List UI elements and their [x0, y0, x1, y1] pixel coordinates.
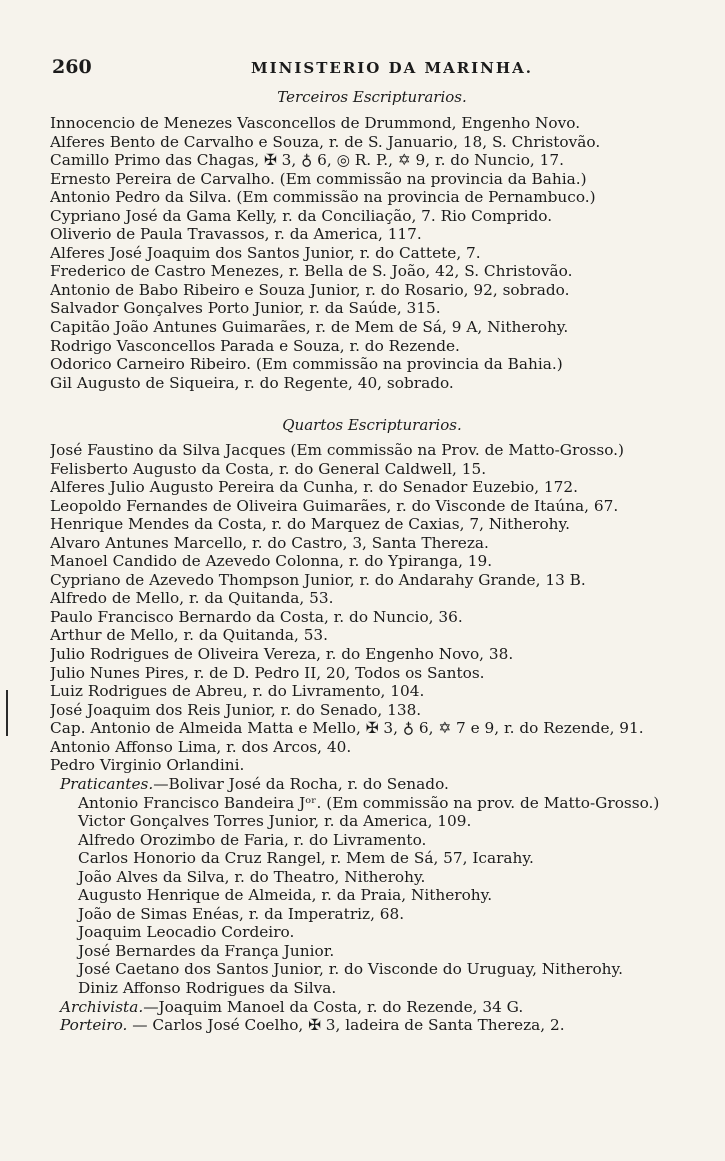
- list-item: Alferes Julio Augusto Pereira da Cunha, r. do Senador Euzebio, 172.: [50, 478, 578, 497]
- list-item: Manoel Candido de Azevedo Colonna, r. do Ypiranga, 19.: [50, 552, 493, 571]
- list-item: Alfredo Orozimbo de Faria, r. do Livramento.: [78, 830, 427, 849]
- list-item: Felisberto Augusto da Costa, r. do General Caldwell, 15.: [50, 459, 487, 478]
- list-item: José Faustino da Silva Jacques (Em commissão na Prov. de Matto-Grosso.): [50, 441, 625, 459]
- list-item: João Alves da Silva, r. do Theatro, Nitherohy.: [78, 867, 426, 886]
- list-item: Cypriano José da Gama Kelly, r. da Conciliação, 7. Rio Comprido.: [50, 206, 553, 225]
- list-item: Capitão João Antunes Guimarães, r. de Mem de Sá, 9 A, Nitherohy.: [50, 318, 569, 337]
- list-item: Joaquim Leocadio Cordeiro.: [78, 923, 295, 942]
- list-item: Paulo Francisco Bernardo da Costa, r. do Nuncio, 36.: [50, 607, 463, 626]
- list-item: Gil Augusto de Siqueira, r. do Regente, 40, sobrado.: [50, 373, 454, 392]
- list-item: Alvaro Antunes Marcello, r. do Castro, 3, Santa Thereza.: [50, 533, 489, 552]
- page-header: [52, 56, 692, 84]
- praticantes-label: Praticantes.: [60, 775, 154, 793]
- list-item: Antonio Affonso Lima, r. dos Arcos, 40.: [50, 737, 352, 756]
- archivista-entry: —Joaquim Manoel da Costa, r. do Rezende, 34 G.: [143, 997, 524, 1016]
- praticantes-first-entry: —Bolivar José da Rocha, r. do Senado.: [153, 775, 449, 793]
- porteiro-line: [50, 1016, 700, 1035]
- list-item: Julio Nunes Pires, r. de D. Pedro II, 20, Todos os Santos.: [50, 663, 485, 682]
- section-title-terceiros: Terceiros Escripturarios.: [277, 88, 467, 106]
- list-item: José Caetano dos Santos Junior, r. do Visconde do Uruguay, Nitherohy.: [78, 960, 623, 979]
- margin-mark: [6, 690, 8, 736]
- list-item: Rodrigo Vasconcellos Parada e Souza, r. do Rezende.: [50, 336, 460, 355]
- list-item: Carlos Honorio da Cruz Rangel, r. Mem de Sá, 57, Icarahy.: [78, 849, 534, 868]
- praticantes-block: [50, 775, 700, 1035]
- list-item: Alferes Bento de Carvalho e Souza, r. de S. Januario, 18, S. Christovão.: [50, 132, 601, 151]
- archivista-line: [50, 998, 700, 1017]
- terceiros-list: [50, 114, 700, 392]
- list-item: Salvador Gonçalves Porto Junior, r. da Saúde, 315.: [50, 299, 441, 318]
- praticantes-list: [50, 794, 700, 998]
- list-item: Innocencio de Menezes Vasconcellos de Drummond, Engenho Novo.: [50, 114, 581, 132]
- list-item: Camillo Primo das Chagas, ✠ 3, ♁ 6, ◎ R. P., ✡ 9, r. do Nuncio, 17.: [50, 151, 564, 170]
- list-item: Julio Rodrigues de Oliveira Vereza, r. do Engenho Novo, 38.: [50, 645, 514, 664]
- list-item: Cypriano de Azevedo Thompson Junior, r. do Andarahy Grande, 13 B.: [50, 570, 586, 589]
- list-item: Alferes José Joaquim dos Santos Junior, r. do Cattete, 7.: [50, 243, 481, 262]
- list-item: Oliverio de Paula Travassos, r. da America, 117.: [50, 225, 422, 244]
- praticantes-first-line: [50, 775, 700, 794]
- list-item: Luiz Rodrigues de Abreu, r. do Livramento, 104.: [50, 682, 425, 701]
- running-head: MINISTERIO DA MARINHA.: [251, 59, 533, 77]
- list-item: José Bernardes da França Junior.: [78, 941, 335, 960]
- list-item: Leopoldo Fernandes de Oliveira Guimarães, r. do Visconde de Itaúna, 67.: [50, 496, 619, 515]
- section-title-quartos: Quartos Escripturarios.: [282, 416, 462, 434]
- list-item: Pedro Virginio Orlandini.: [50, 756, 245, 775]
- page-number: 260: [52, 56, 92, 78]
- quartos-list: [50, 441, 700, 775]
- list-item: Frederico de Castro Menezes, r. Bella de S. João, 42, S. Christovão.: [50, 262, 573, 281]
- list-item: Odorico Carneiro Ribeiro. (Em commissão na provincia da Bahia.): [50, 355, 563, 374]
- list-item: Alfredo de Mello, r. da Quitanda, 53.: [50, 589, 334, 608]
- list-item: Arthur de Mello, r. da Quitanda, 53.: [50, 626, 329, 645]
- list-item: João de Simas Enéas, r. da Imperatriz, 68.: [78, 904, 405, 923]
- list-item: José Joaquim dos Reis Junior, r. do Senado, 138.: [50, 700, 422, 719]
- list-item: Ernesto Pereira de Carvalho. (Em commissão na provincia da Bahia.): [50, 169, 587, 188]
- list-item: Cap. Antonio de Almeida Matta e Mello, ✠ 3, ♁ 6, ✡ 7 e 9, r. do Rezende, 91.: [50, 719, 644, 738]
- list-item: Antonio de Babo Ribeiro e Souza Junior, r. do Rosario, 92, sobrado.: [50, 280, 570, 299]
- archivista-label: Archivista.: [60, 997, 144, 1016]
- porteiro-entry: — Carlos José Coelho, ✠ 3, ladeira de Santa Thereza, 2.: [127, 1016, 565, 1035]
- list-item: Henrique Mendes da Costa, r. do Marquez de Caxias, 7, Nitherohy.: [50, 515, 570, 534]
- list-item: Victor Gonçalves Torres Junior, r. da America, 109.: [78, 812, 472, 831]
- list-item: Diniz Affonso Rodrigues da Silva.: [78, 979, 337, 998]
- porteiro-label: Porteiro.: [60, 1016, 128, 1035]
- list-item: Antonio Francisco Bandeira Jᵒʳ. (Em commissão na prov. de Matto-Grosso.): [78, 793, 660, 812]
- list-item: Augusto Henrique de Almeida, r. da Praia, Nitherohy.: [78, 886, 493, 905]
- list-item: Antonio Pedro da Silva. (Em commissão na provincia de Pernambuco.): [50, 188, 596, 207]
